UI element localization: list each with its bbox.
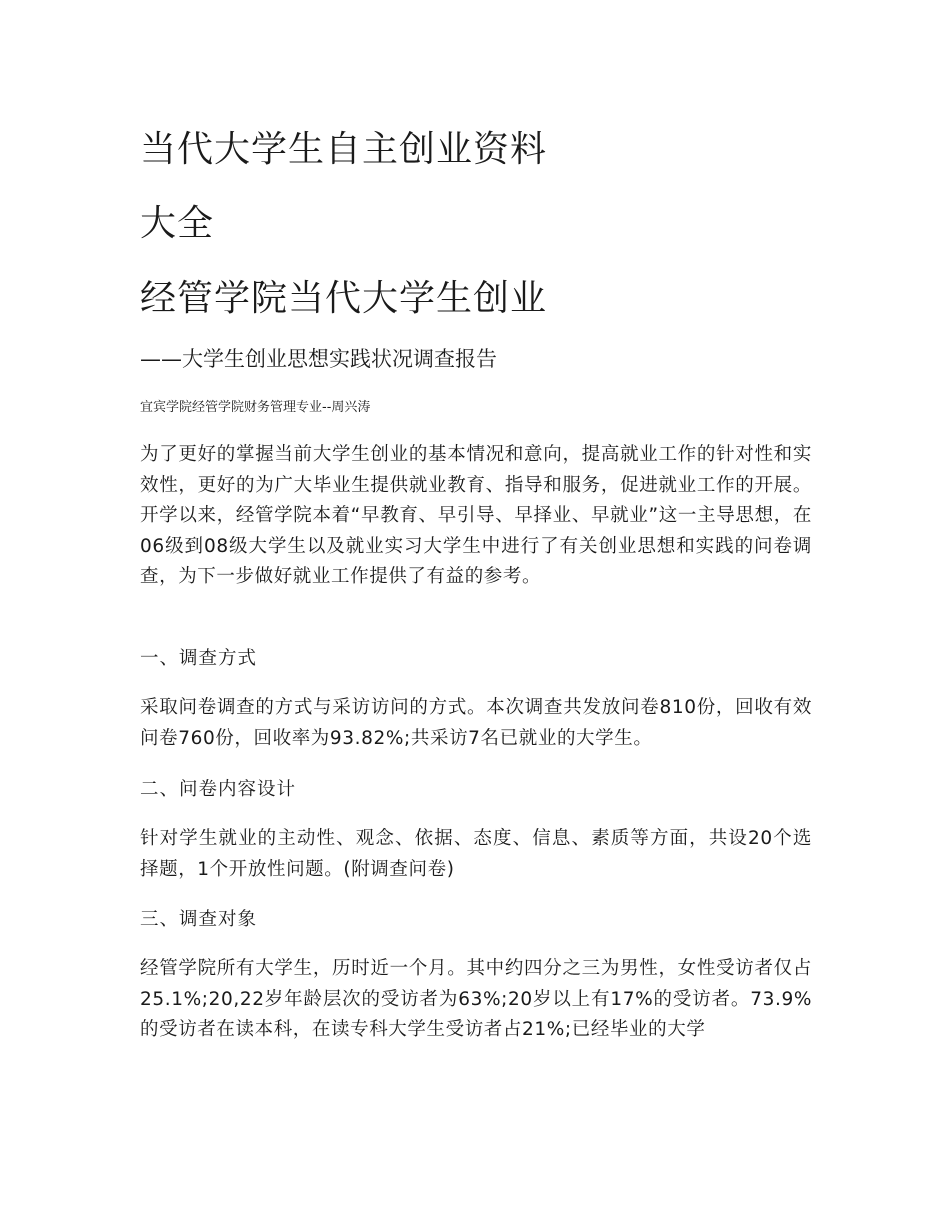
author-line: 宜宾学院经管学院财务管理专业--周兴涛 bbox=[140, 400, 371, 415]
section-heading-survey-method: 一、调查方式 bbox=[140, 648, 258, 669]
section-body-questionnaire-design: 针对学生就业的主动性、观念、依据、态度、信息、素质等方面，共设20个选择题，1个开放性问题。(附调查问卷) bbox=[140, 828, 812, 880]
section-body-survey-method: 采取问卷调查的方式与采访访问的方式。本次调查共发放问卷810份，回收有效问卷760份，回收率为93.82%;共采访7名已就业的大学生。 bbox=[140, 697, 812, 749]
section-heading-questionnaire-design: 二、问卷内容设计 bbox=[140, 779, 297, 800]
title-line-3: 经管学院当代大学生创业 bbox=[140, 278, 548, 319]
intro-paragraph: 为了更好的掌握当前大学生创业的基本情况和意向，提高就业工作的针对性和实效性，更好的为广大毕业生提供就业教育、指导和服务，促进就业工作的开展。开学以来，经管学院本着“早教育、早引导、早择业、早就业”这一主导思想，在06级到08级大学生以及就业实习大学生中进行了有关创业思想和实践的问卷调查，为下一步做好就业工作提供了有益的参考。 bbox=[140, 444, 812, 588]
subtitle: ——大学生创业思想实践状况调查报告 bbox=[140, 347, 497, 371]
section-heading-survey-subjects: 三、调查对象 bbox=[140, 909, 258, 930]
section-body-survey-subjects: 经管学院所有大学生，历时近一个月。其中约四分之三为男性，女性受访者仅占25.1%;20,22岁年龄层次的受访者为63%;20岁以上有17%的受访者。73.9%的受访者在读本科，在读专科大学生受访者占21%;已经毕业的大学 bbox=[140, 958, 812, 1041]
title-line-2: 大全 bbox=[140, 203, 215, 244]
title-line-1: 当代大学生自主创业资料 bbox=[140, 129, 548, 170]
